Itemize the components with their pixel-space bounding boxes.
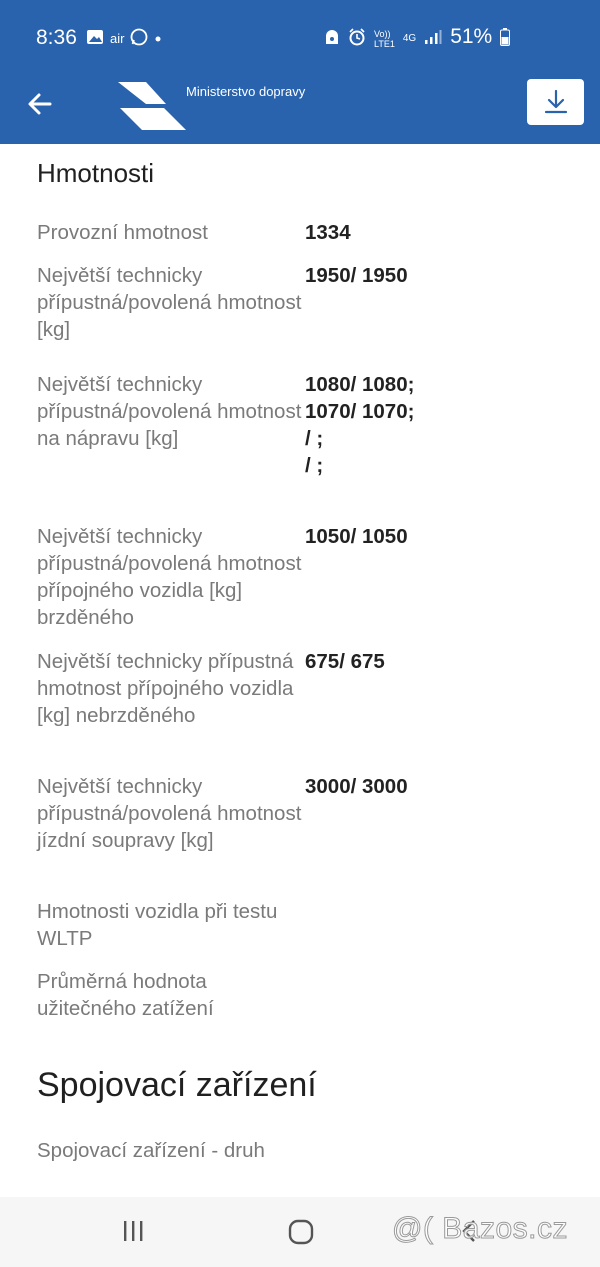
app-header [0,0,600,144]
dot-icon [154,31,162,46]
app-bar [0,76,600,144]
status-left-icons [86,28,162,49]
lte-label: LTE1 [374,38,395,49]
row-label-unbraked-trailer: Největší technicky přípustná hmotnost přípojného vozidla [kg] nebrzděného [37,650,294,727]
row-value-max-axle-weight: 1080/ 1080; 1070/ 1070; / ; / ; [305,373,415,477]
row-label-average-payload: Průměrná hodnota užitečného zatížení [37,970,214,1020]
watermark: @( Bazos.cz [392,1212,568,1245]
row-label-coupling-type: Spojovací zařízení - druh [37,1139,265,1162]
section-title-coupling: Spojovací zařízení [37,1066,317,1104]
chevron-left-icon [458,1219,482,1243]
ministry-name: Ministerstvo dopravy [186,84,306,99]
system-nav-bar [0,1197,600,1267]
row-value-braked-trailer: 1050/ 1050 [305,525,408,548]
android-icon [324,28,340,49]
battery-icon [500,28,510,49]
content-scroll-area[interactable] [0,144,600,1197]
row-label-braked-trailer: Největší technicky přípustná/povolená hmotnost přípojného vozidla [kg] brzděného [37,525,302,629]
row-value-max-weight: 1950/ 1950 [305,264,408,287]
volte-label: Vo)) [374,28,391,39]
download-button[interactable] [527,79,584,125]
ministry-logo [118,78,188,135]
row-label-max-weight: Největší technicky přípustná/povolená hmotnost [kg] [37,264,302,341]
back-button[interactable] [20,84,60,124]
carrier-label: air [110,31,125,46]
status-time: 8:36 [36,26,77,49]
back-arrow-icon [27,91,53,117]
row-value-operating-weight: 1334 [305,221,351,244]
home-icon [288,1219,314,1245]
row-label-max-axle-weight: Největší technicky přípustná/povolená hmotnost na nápravu [kg] [37,373,302,450]
section-title-weights: Hmotnosti [37,158,155,188]
recents-icon [121,1219,145,1243]
status-right-icons [324,25,510,49]
home-button[interactable] [288,1219,314,1250]
network-4g-label: 4G [402,33,417,44]
download-icon [544,89,568,115]
whatsapp-icon [130,28,148,49]
recents-button[interactable] [121,1219,145,1248]
status-bar [0,0,600,76]
system-back-button[interactable] [458,1219,482,1248]
alarm-icon [348,28,366,49]
row-label-wltp-weights: Hmotnosti vozidla při testu WLTP [37,900,278,950]
row-value-combination-weight: 3000/ 3000 [305,775,408,798]
signal-icon [424,29,442,48]
row-label-combination-weight: Největší technicky přípustná/povolená hmotnost jízdní soupravy [kg] [37,775,302,852]
image-icon [86,29,104,48]
row-value-unbraked-trailer: 675/ 675 [305,650,385,673]
row-label-operating-weight: Provozní hmotnost [37,221,208,244]
battery-percent: 51% [450,25,493,48]
